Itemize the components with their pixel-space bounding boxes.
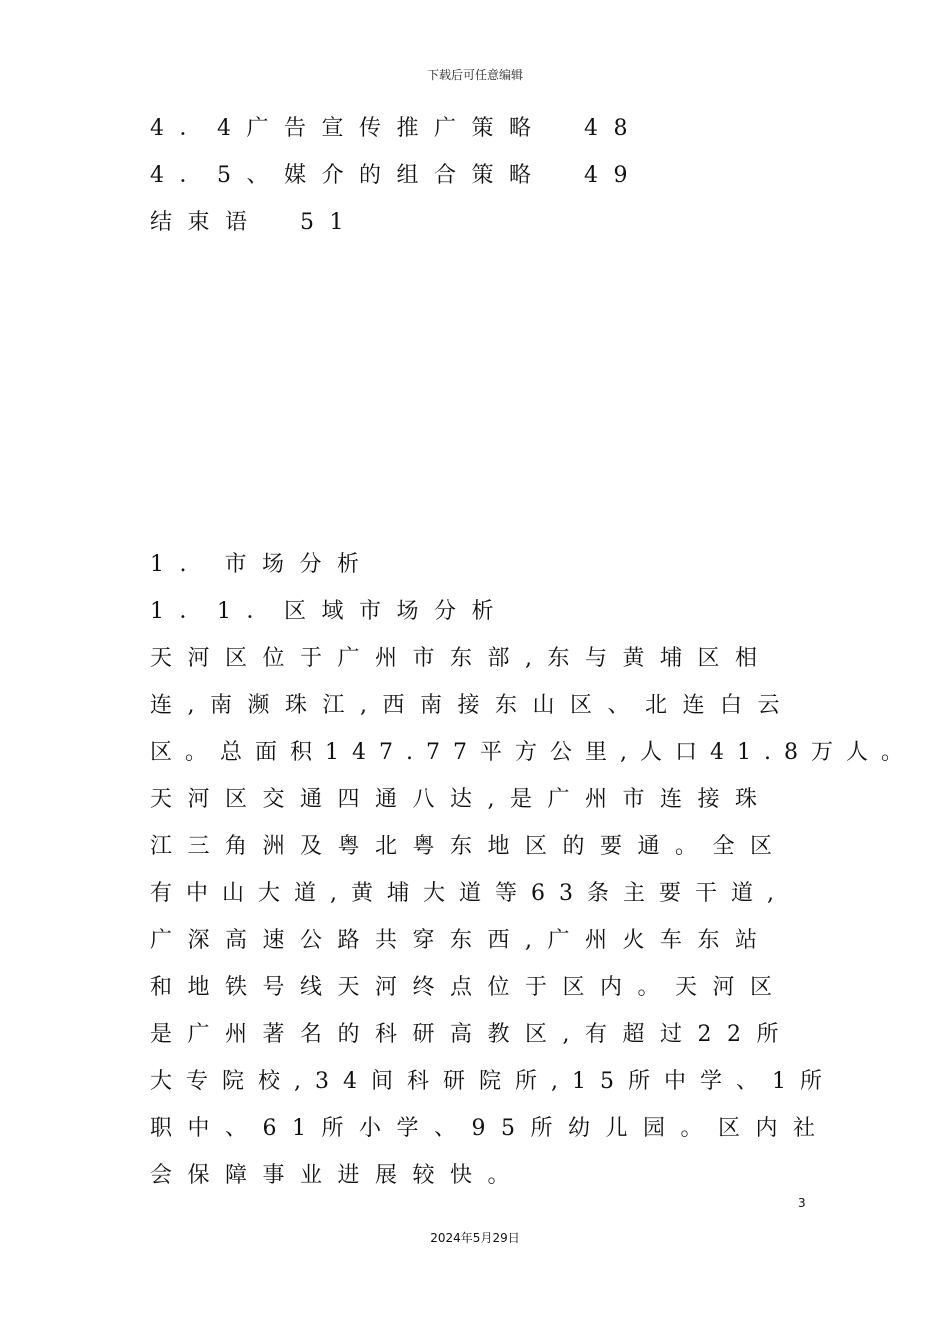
section-heading: 1. 市场分析 (150, 552, 375, 577)
body-line: 天河区交通四通八达,是广州市连接珠 (150, 787, 773, 812)
body-line: 和地铁号线天河终点位于区内。天河区 (150, 975, 788, 1000)
body-line: 连,南濒珠江,西南接东山区、北连白云 (150, 693, 795, 718)
toc-item: 4．5、媒介的组合策略 49 (150, 163, 643, 188)
body-line: 是广州著名的科研高教区,有超过22所 (150, 1022, 794, 1047)
body-line: 会保障事业进展较快。 (150, 1163, 526, 1188)
body-line: 广深高速公路共穿东西,广州火车东站 (150, 928, 773, 953)
body-line: 天河区位于广州市东部,东与黄埔区相 (150, 646, 773, 671)
toc-item: 4．4广告宣传推广策略 48 (150, 116, 643, 141)
section-subheading: 1．1．区域市场分析 (150, 599, 509, 624)
header-note: 下载后可任意编辑 (426, 68, 523, 82)
page-number: 3 (798, 1196, 806, 1210)
body-line: 大专院校,34间科研院所,15所中学、1所 (150, 1069, 836, 1094)
body-line: 区。总面积147.77平方公里,人口41.8万人。 (150, 740, 916, 765)
footer-date: 2024年5月29日 (430, 1231, 520, 1245)
body-line: 有中山大道,黄埔大道等63条主要干道, (150, 881, 788, 906)
body-line: 江三角洲及粤北粤东地区的要通。全区 (150, 834, 788, 859)
toc-item: 结束语 51 (150, 210, 359, 235)
body-line: 职中、61所小学、95所幼儿园。区内社 (150, 1116, 831, 1141)
